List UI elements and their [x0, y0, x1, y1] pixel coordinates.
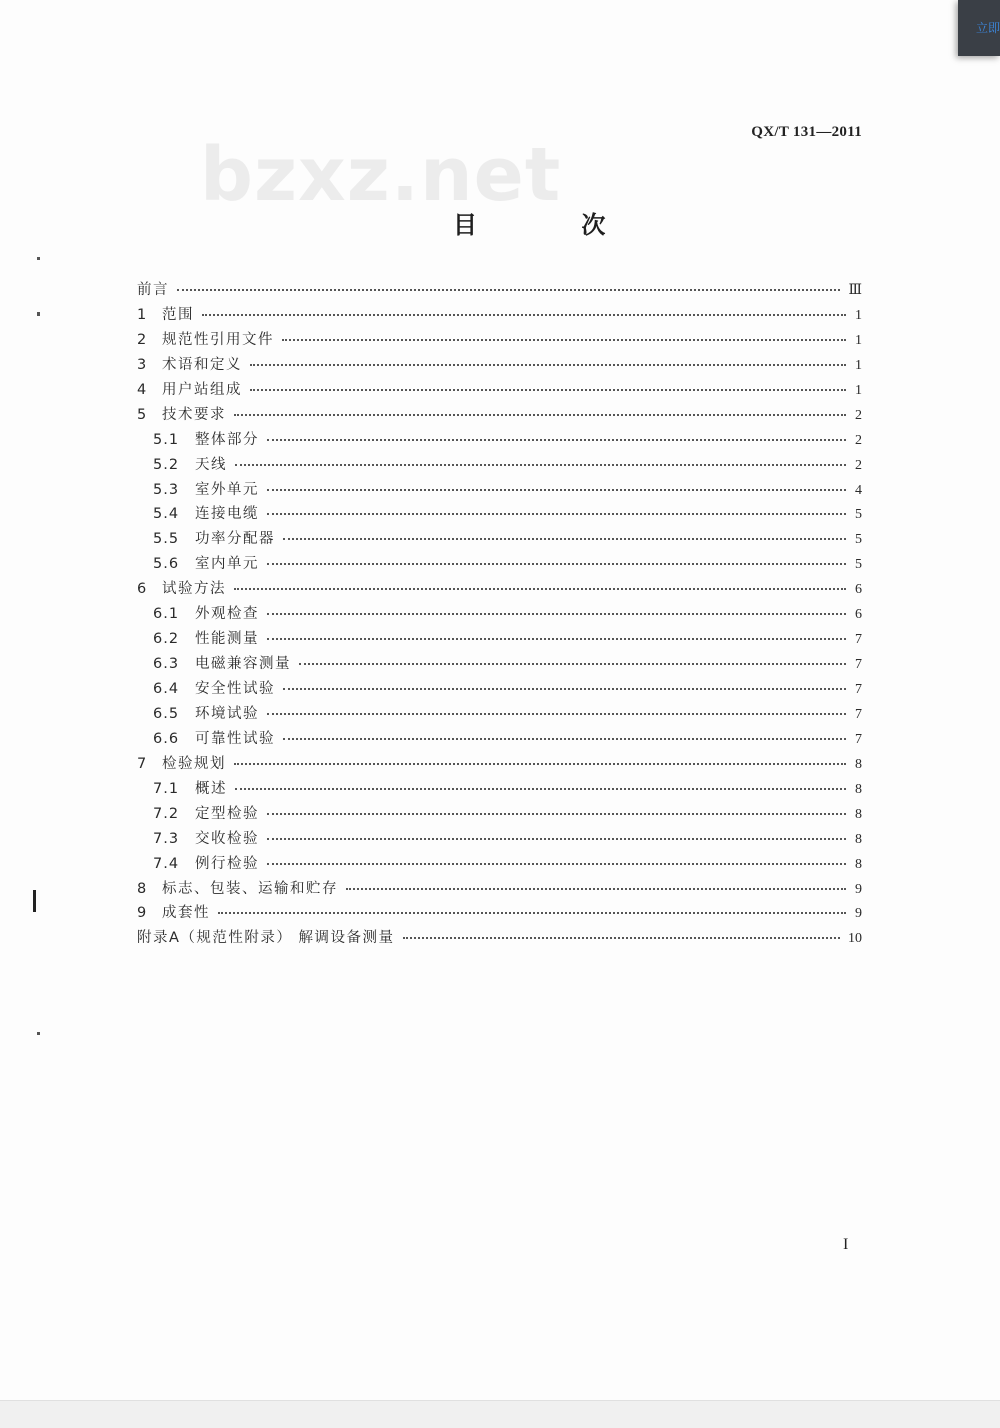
- toc-entry-title: 整体部分: [195, 431, 259, 448]
- toc-leader-dots: [283, 538, 846, 540]
- toc-entry-number: 5.5: [153, 531, 180, 548]
- margin-dot: [37, 312, 40, 316]
- toc-leader-dots: [267, 439, 846, 441]
- toc-leader-dots: [250, 389, 846, 391]
- toc-entry-page: 1: [855, 307, 862, 323]
- toc-entry[interactable]: [137, 303, 862, 328]
- toc-entry-page: 1: [855, 357, 862, 373]
- toc-entry-number: 5.4: [153, 506, 180, 523]
- toc-entry-title: 规范性引用文件: [162, 331, 274, 348]
- margin-bar: [33, 890, 36, 912]
- toc-entry-page: 6: [855, 582, 862, 598]
- standard-number: QX/T 131—2011: [751, 124, 862, 140]
- toc-leader-dots: [250, 364, 846, 366]
- toc-leader-dots: [267, 713, 846, 715]
- toc-entry-number: 5.2: [153, 456, 180, 473]
- toc-entry-number: 5.1: [153, 431, 180, 448]
- toc-entry-page: 8: [855, 806, 862, 822]
- toc-entry-number: 7.2: [153, 805, 180, 822]
- toc-entry[interactable]: [137, 777, 862, 802]
- toc-leader-dots: [267, 863, 846, 865]
- toc-entry-page: 5: [855, 532, 862, 548]
- toc-entry-title: 技术要求: [162, 406, 226, 423]
- toc-entry-page: 1: [855, 332, 862, 348]
- toc-entry[interactable]: [137, 627, 862, 652]
- toc-entry-title: 室外单元: [195, 481, 259, 498]
- toc-leader-dots: [234, 588, 846, 590]
- toc-entry-title: 室内单元: [195, 556, 259, 573]
- toc-leader-dots: [234, 763, 846, 765]
- toc-entry-page: 2: [855, 457, 862, 473]
- toc-entry[interactable]: [137, 378, 862, 403]
- toc-leader-dots: [346, 888, 846, 890]
- toc-entry-title: 附录A（规范性附录） 解调设备测量: [137, 930, 395, 947]
- toc-entry-title: 标志、包装、运输和贮存: [162, 880, 338, 897]
- toc-entry-number: 6: [137, 581, 147, 598]
- toc-entry-title: 前言: [137, 282, 169, 298]
- toc-entry-page: 5: [855, 557, 862, 573]
- toc-entry[interactable]: [137, 652, 862, 677]
- viewer-bottom-bar: [0, 1400, 1000, 1428]
- toc-entry-title: 定型检验: [195, 805, 259, 822]
- toc-entry-number: 5.3: [153, 481, 180, 498]
- toc-entry-page: 8: [855, 756, 862, 772]
- toc-entry-page: 7: [855, 657, 862, 673]
- toc-leader-dots: [267, 563, 846, 565]
- toc-entry-page: 8: [855, 781, 862, 797]
- toc-entry[interactable]: [137, 602, 862, 627]
- toc-entry[interactable]: [137, 278, 862, 303]
- toc-entry-title: 连接电缆: [195, 506, 259, 523]
- watermark: bzxz.net: [200, 132, 562, 218]
- toc-entry[interactable]: [137, 502, 862, 527]
- toc-entry-title: 用户站组成: [162, 381, 242, 398]
- toc-entry-title: 例行检验: [195, 855, 259, 872]
- toc-entry-title: 天线: [195, 456, 227, 473]
- toc-entry-number: 7.1: [153, 780, 180, 797]
- toc-entry-number: 6.4: [153, 681, 180, 697]
- toc-entry[interactable]: [137, 328, 862, 353]
- toc-entry-title: 交收检验: [195, 830, 259, 847]
- table-of-contents: [137, 278, 862, 951]
- toc-leader-dots: [234, 414, 846, 416]
- toc-leader-dots: [267, 813, 846, 815]
- toc-leader-dots: [267, 489, 846, 491]
- toc-entry[interactable]: [137, 752, 862, 777]
- toc-leader-dots: [235, 464, 846, 466]
- toc-entry-number: 7.3: [153, 830, 180, 847]
- toc-entry-page: 5: [855, 507, 862, 523]
- toc-entry-title: 功率分配器: [195, 531, 275, 548]
- toc-entry-title: 环境试验: [195, 705, 259, 722]
- toc-entry[interactable]: [137, 478, 862, 503]
- toc-entry-page: 6: [855, 607, 862, 623]
- toc-leader-dots: [177, 289, 840, 291]
- toc-entry-title: 成套性: [162, 905, 210, 922]
- toc-entry-title: 检验规划: [162, 755, 226, 772]
- toc-entry-page: 7: [855, 706, 862, 722]
- toc-entry-number: 5.6: [153, 556, 180, 573]
- toc-entry[interactable]: [137, 527, 862, 552]
- toc-entry[interactable]: [137, 727, 862, 752]
- toc-entry-number: 8: [137, 880, 147, 897]
- toc-entry-page: 2: [855, 432, 862, 448]
- toc-entry-number: 9: [137, 905, 147, 922]
- toc-entry-title: 概述: [195, 780, 227, 797]
- toc-entry-title: 术语和定义: [162, 356, 242, 373]
- toc-leader-dots: [282, 339, 846, 341]
- toc-leader-dots: [267, 638, 846, 640]
- toc-entry[interactable]: [137, 677, 862, 702]
- toc-entry-title: 电磁兼容测量: [195, 656, 291, 673]
- toc-entry-number: 7.4: [153, 855, 180, 872]
- margin-dot: [37, 1032, 40, 1035]
- toc-leader-dots: [218, 912, 846, 914]
- toc-leader-dots: [403, 937, 840, 939]
- toc-entry[interactable]: [137, 802, 862, 827]
- toc-leader-dots: [267, 513, 846, 515]
- toc-entry-title: 试验方法: [162, 581, 226, 598]
- toc-entry-page: 1: [855, 382, 862, 398]
- toc-entry-page: Ⅲ: [848, 283, 862, 298]
- toc-entry-number: 6.3: [153, 656, 180, 673]
- toc-entry-page: 7: [855, 731, 862, 747]
- toc-entry[interactable]: [137, 702, 862, 727]
- toc-entry[interactable]: [137, 403, 862, 428]
- toc-entry-title: 安全性试验: [195, 681, 275, 697]
- toc-entry[interactable]: [137, 453, 862, 478]
- page-folio: I: [843, 1236, 849, 1253]
- toc-entry-page: 7: [855, 632, 862, 648]
- toc-entry-page: 9: [855, 906, 862, 922]
- toc-leader-dots: [283, 738, 846, 740]
- toc-entry-number: 4: [137, 381, 147, 398]
- toc-entry-page: 10: [848, 931, 862, 947]
- toc-entry-page: 9: [855, 881, 862, 897]
- toc-leader-dots: [202, 314, 846, 316]
- toc-entry-title: 范围: [162, 306, 194, 323]
- toc-entry-number: 7: [137, 755, 147, 772]
- toc-entry[interactable]: [137, 428, 862, 453]
- toc-leader-dots: [267, 613, 846, 615]
- toc-entry[interactable]: [137, 552, 862, 577]
- toc-entry-page: 2: [855, 407, 862, 423]
- toc-entry[interactable]: [137, 852, 862, 877]
- toc-entry-page: 7: [855, 682, 862, 697]
- toc-leader-dots: [235, 788, 846, 790]
- toc-entry[interactable]: [137, 901, 862, 926]
- toc-heading: 目 次: [453, 211, 654, 239]
- toc-entry-number: 6.1: [153, 606, 180, 623]
- toc-entry-page: 8: [855, 856, 862, 872]
- floating-action-button[interactable]: 立即: [958, 0, 1000, 56]
- margin-dot: [37, 257, 40, 260]
- toc-leader-dots: [299, 663, 846, 665]
- toc-entry-number: 1: [137, 306, 147, 323]
- toc-entry-page: 4: [855, 482, 862, 498]
- toc-entry[interactable]: [137, 926, 862, 951]
- toc-entry[interactable]: [137, 577, 862, 602]
- toc-leader-dots: [283, 688, 846, 690]
- toc-entry-page: 8: [855, 831, 862, 847]
- toc-entry[interactable]: [137, 827, 862, 852]
- toc-entry-number: 6.5: [153, 705, 180, 722]
- toc-leader-dots: [267, 838, 846, 840]
- toc-entry-number: 2: [137, 331, 147, 348]
- toc-entry-title: 可靠性试验: [195, 730, 275, 747]
- toc-entry[interactable]: [137, 877, 862, 902]
- toc-entry-number: 6.6: [153, 730, 180, 747]
- toc-entry[interactable]: [137, 353, 862, 378]
- toc-entry-title: 外观检查: [195, 606, 259, 623]
- toc-entry-number: 6.2: [153, 631, 180, 648]
- toc-entry-number: 5: [137, 406, 147, 423]
- toc-entry-title: 性能测量: [195, 631, 259, 648]
- toc-entry-number: 3: [137, 356, 147, 373]
